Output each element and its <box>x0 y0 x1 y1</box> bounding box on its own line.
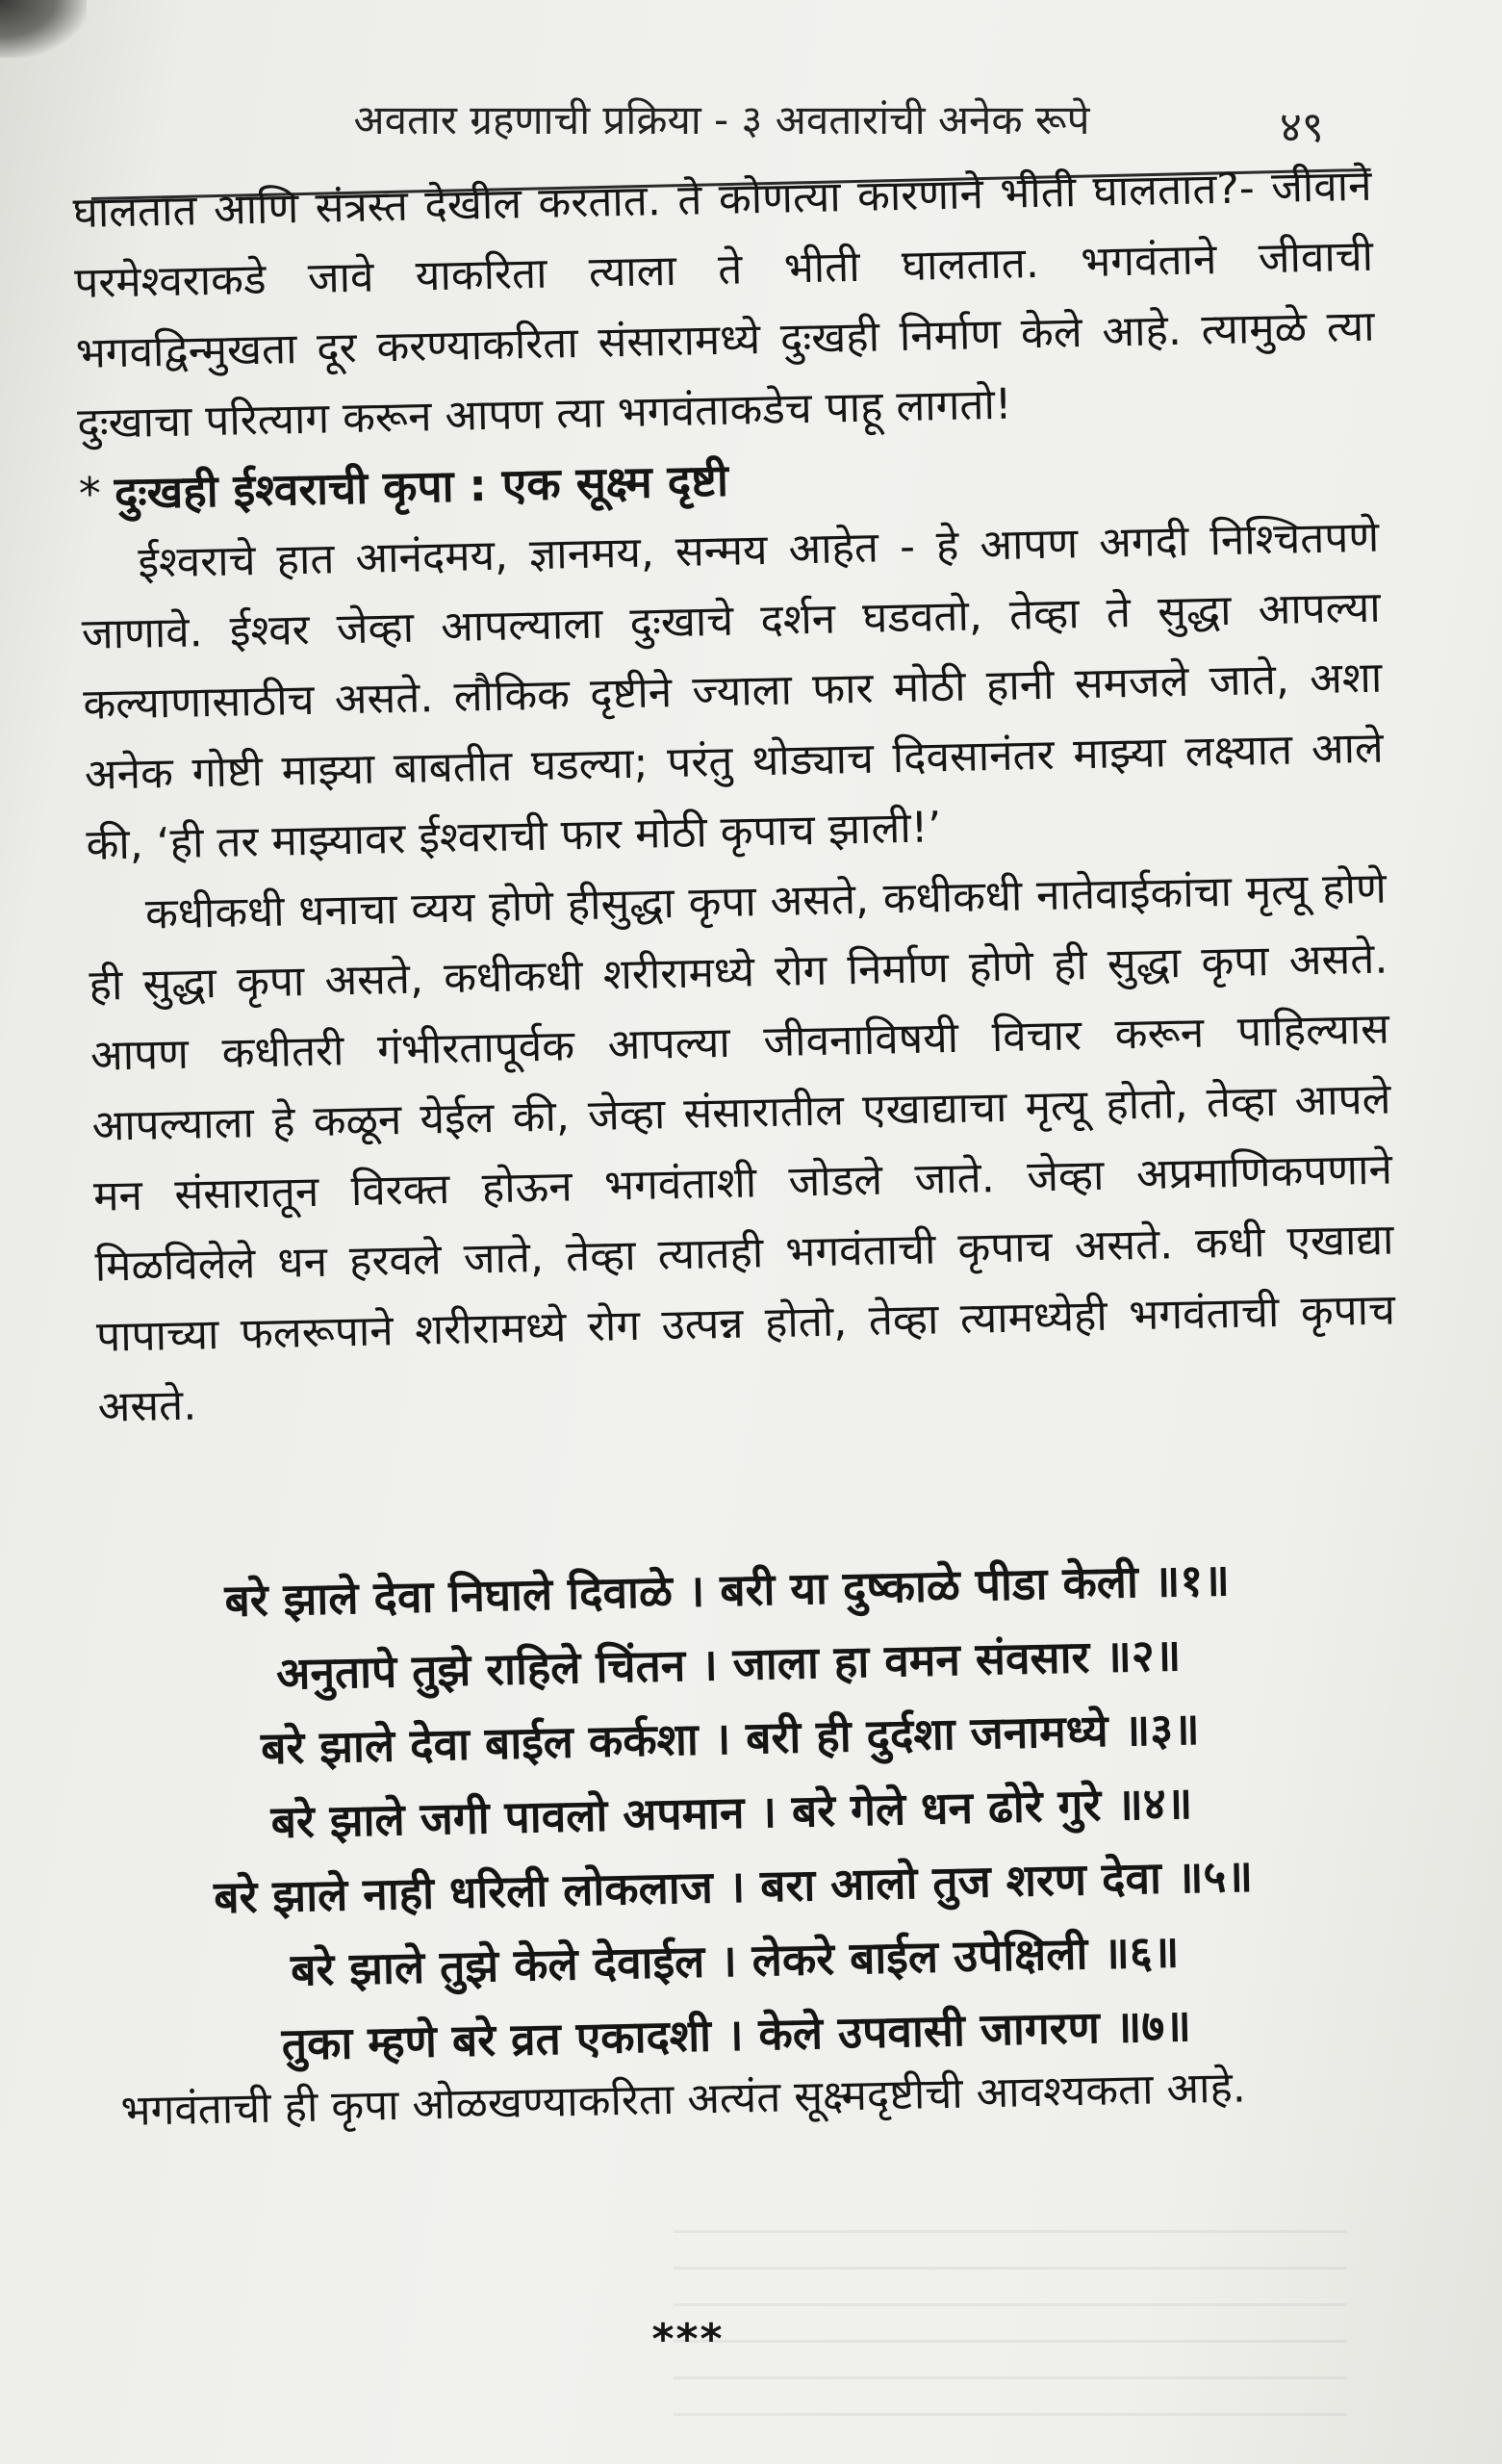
asterisk-marker: * <box>78 467 102 520</box>
page-corner-shadow <box>0 0 87 58</box>
running-header: अवतार ग्रहणाची प्रक्रिया - ३ अवतारांची अनेक रूपे <box>353 96 1090 143</box>
verse-line: बरे झाले जगी पावलो अपमान । बरे गेले धन ढोरे गुरे ॥४॥ <box>270 1776 1193 1849</box>
verse-line: अनुतापे तुझे राहिले चिंतन । जाला हा वमन संवसार ॥२॥ <box>275 1629 1182 1700</box>
paragraph-2: ईश्वराचे हात आनंदमय, ज्ञानमय, सन्मय आहेत - हे आपण अगदी निश्चितपणे जाणावे. ईश्वर जेव्हा आपल्याला दुःखाचे दर्शन घडवतो, तेव्हा ते सुद्धा आपल्या कल्याणासाठीच असते. लौकिक दृष्टीने ज्याला फार मोठी हानी समजले जाते, अशा अनेक गोष्टी माझ्या बाबतीत घडल्या; परंतु थोड्याच दिवसानंतर माझ्या लक्ष्यात आले की, ‘ही तर माझ्यावर ईश्वराची फार मोठी कृपाच झाली!’ <box>81 512 1385 870</box>
closing-paragraph: भगवंताची ही कृपा ओळखण्याकरिता अत्यंत सूक्ष्मदृष्टीची आवश्यकता आहे. <box>120 2063 1247 2136</box>
section-end-ornament: *** <box>651 2315 725 2364</box>
page-number: ४९ <box>1280 103 1324 152</box>
verse-line: बरे झाले नाही धरिली लोकलाज । बरा आलो तुज शरण देवा ॥५॥ <box>213 1849 1254 1924</box>
section-heading-text: दुःखही ईश्वराची कृपा : एक सूक्ष्म दृष्टी <box>114 453 729 520</box>
paragraph-3: कधीकधी धनाचा व्यय होणे हीसुद्धा कृपा असते, कधीकधी नातेवाईकांचा मृत्यू होणे ही सुद्धा कृपा असते, कधीकधी शरीरामध्ये रोग निर्माण होणे ही सुद्धा कृपा असते. आपण कधीतरी गंभीरतापूर्वक आपल्या जीवनाविषयी विचार करून पाहिल्यास आपल्याला हे कळून येईल की, जेव्हा संसारातील एखाद्याचा मृत्यू होतो, तेव्हा आपले मन संसारातून विरक्त होऊन भगवंताशी जोडले जाते. जेव्हा अप्रमाणिकपणाने मिळविलेले धन हरवले जाते, तेव्हा त्यातही भगवंताची कृपाच असते. कधी एखाद्या पापाच्या फलरूपाने शरीरामध्ये रोग उत्पन्न होतो, तेव्हा त्यामध्येही भगवंताची कृपाच असते. <box>89 863 1396 1432</box>
body-text <box>72 151 1397 1443</box>
paragraph-continued: घालतात आणि संत्रस्त देखील करतात. ते कोणत्या कारणाने भीती घालतात?- जीवाने परमेश्वराकडे जावे याकरिता त्याला ते भीती घालतात. भगवंताने जीवाची भगवद्विन्मुखता दूर करण्याकरिता संसारामध्ये दुःखही निर्माण केले आहे. त्यामुळे त्या दुःखाचा परित्याग करून आपण त्या भगवंताकडेच पाहू लागतो! <box>72 161 1376 449</box>
show-through-text <box>674 2204 1347 2416</box>
verse-line: बरे झाले तुझे केले देवाईल । लेकरे बाईल उपेक्षिली ॥६॥ <box>290 1925 1180 1996</box>
verse-line: बरे झाले देवा बाईल कर्कशा । बरी ही दुर्दशा जनामध्ये ॥३॥ <box>260 1702 1201 1775</box>
verse-line: तुका म्हणे बरे व्रत एकादशी । केले उपवासी जागरण ॥७॥ <box>281 1999 1192 2070</box>
abhang-verses <box>87 1540 1377 2086</box>
verse-line: बरे झाले देवा निघाले दिवाळे । बरी या दुष्काळे पीडा केली ॥१॥ <box>223 1553 1231 1627</box>
